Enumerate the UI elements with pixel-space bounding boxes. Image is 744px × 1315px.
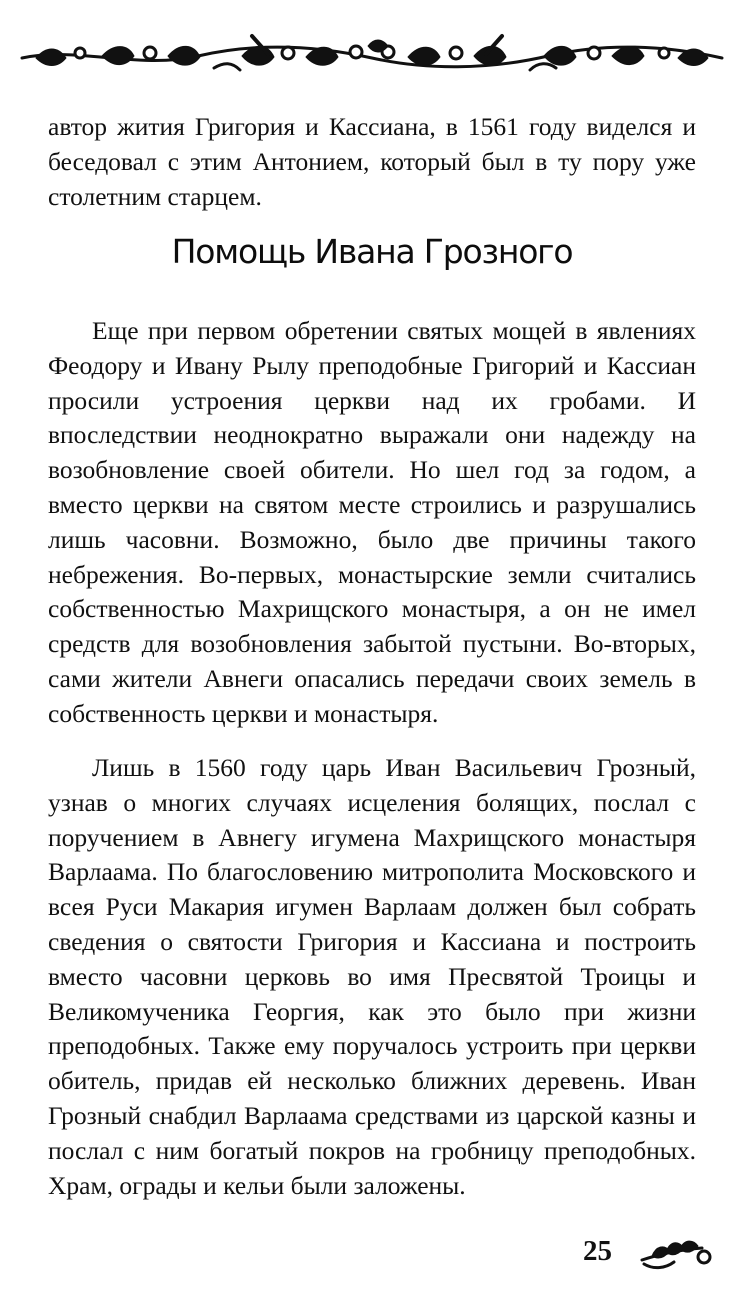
page-number: 25 <box>583 1235 612 1267</box>
intro-paragraph: автор жития Григория и Кассиана, в 1561 году виделся и беседовал с этим Антонием, который был в ту пору уже столетним старцем. <box>48 112 696 211</box>
section-heading: Помощь Ивана Грозного <box>171 232 573 271</box>
body-paragraph: Еще при первом обретении святых мощей в явлениях Феодору и Ивану Рылу преподобные Григорий и Кассиан просили устроения церкви над их гробами. И впоследствии неоднократно выражали они надежду на возобновление своей обители. Но шел год за годом, а вместо церкви на святом месте строились и разрушались лишь часовни. Возможно, было две причины такого небрежения. Во-первых, монастырские земли считались собственностью Махрищского монастыря, а он не имел средств для возобновления забытой пустыни. Во-вторых, сами жители Авнеги опасались передачи своих земель в собственность церкви и монастыря. <box>48 316 696 728</box>
body-paragraph: Лишь в 1560 году царь Иван Васильевич Грозный, узнав о многих случаях исцеления болящих, послал с поручением в Авнегу игумена Махрищского монастыря Варлаама. По благословению митрополита Московского и всея Руси Макария игумен Варлаам должен был собрать сведения о святости Григория и Кассиана и построить вместо часовни церковь во имя Пресвятой Троицы и Великомученика Георгия, как это было при жизни преподобных. Также ему поручалось устроить при церкви обитель, придав ей несколько ближних деревень. Иван Грозный снабдил Варлаама средствами из царской казны и послал с ним богатый покров на гробницу преподобных. Храм, ограды и кельи были заложены. <box>48 753 696 1200</box>
floral-sprig-icon <box>636 1234 716 1274</box>
floral-border-icon <box>18 28 726 84</box>
